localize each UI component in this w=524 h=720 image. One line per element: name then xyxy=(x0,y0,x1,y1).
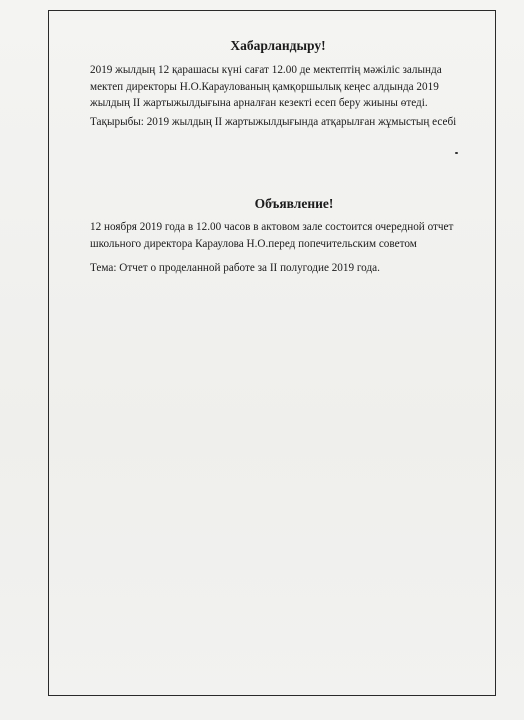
russian-body-line: школьного директора Караулова Н.О.перед попечительским советом xyxy=(90,237,417,250)
russian-notice-title: Объявление! xyxy=(254,196,334,211)
kazakh-body-line: мектеп директоры Н.О.Караулованың қамқоршылық кеңес алдында 2019 xyxy=(90,80,439,93)
kazakh-notice-body xyxy=(90,62,442,112)
kazakh-body-line: 2019 жылдың 12 қарашасы күні сағат 12.00 де мектептің мәжіліс залында xyxy=(90,64,442,76)
page-border-frame xyxy=(48,10,496,696)
russian-notice-topic: Тема: Отчет о проделанной работе за ІІ полугодие 2019 года. xyxy=(90,262,380,274)
kazakh-notice-topic: Тақырыбы: 2019 жылдың ІІ жартыжылдығында атқарылған жұмыстың есебі xyxy=(90,116,457,128)
kazakh-notice-title: Хабарландыру! xyxy=(230,38,326,53)
scan-speck-mark xyxy=(455,152,458,154)
kazakh-body-line: жылдың ІІ жартыжылдығына арналған кезекті есеп беру жиыны өтеді. xyxy=(90,97,428,109)
russian-notice-body xyxy=(90,219,453,252)
russian-body-line: 12 ноября 2019 года в 12.00 часов в актовом зале состоится очередной отчет xyxy=(90,221,454,233)
